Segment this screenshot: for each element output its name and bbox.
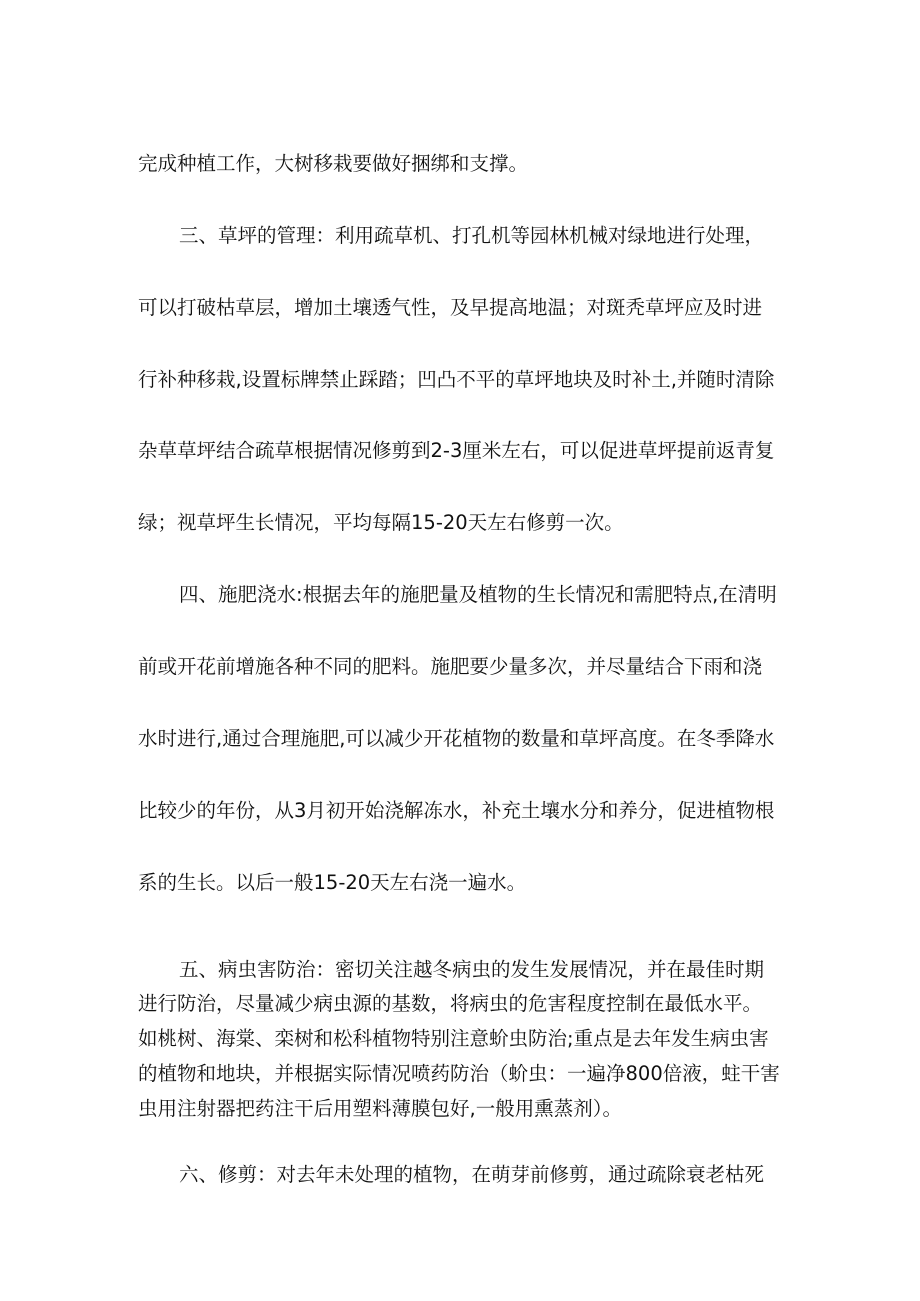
text-line: 水时进行,通过合理施肥,可以减少开花植物的数量和草坪高度。在冬季降水 bbox=[138, 727, 775, 750]
text-line: 行补种移栽,设置标牌禁止踩踏；凹凸不平的草坪地块及时补土,并随时清除 bbox=[138, 368, 775, 391]
text-line: 虫用注射器把药注干后用塑料薄膜包好,一般用熏蒸剂）。 bbox=[138, 1097, 622, 1120]
text-line: 可以打破枯草层，增加土壤透气性，及早提高地温；对斑秃草坪应及时进 bbox=[138, 296, 763, 319]
text-line: 绿；视草坪生长情况，平均每隔15-20天左右修剪一次。 bbox=[138, 511, 624, 534]
text-line: 如桃树、海棠、栾树和松科植物特别注意蚧虫防治;重点是去年发生病虫害 bbox=[138, 1027, 769, 1050]
text-line: 系的生长。以后一般15-20天左右浇一遍水。 bbox=[138, 871, 527, 894]
text-line: 比较少的年份，从3月初开始浇解冻水，补充土壤水分和养分，促进植物根 bbox=[138, 799, 775, 822]
section-heading-lawn: 三、草坪的管理：利用疏草机、打孔机等园林机械对绿地进行处理， bbox=[179, 224, 765, 247]
text-line: 杂草草坪结合疏草根据情况修剪到2-3厘米左右，可以促进草坪提前返青复 bbox=[138, 439, 775, 462]
section-heading-fertilize: 四、施肥浇水:根据去年的施肥量及植物的生长情况和需肥特点,在清明 bbox=[179, 583, 777, 606]
section-heading-pruning: 六、修剪：对去年未处理的植物，在萌芽前修剪，通过疏除衰老枯死 bbox=[179, 1163, 765, 1186]
text-line: 进行防治，尽量减少病虫源的基数，将病虫的危害程度控制在最低水平。 bbox=[138, 992, 763, 1015]
text-line: 的植物和地块，并根据实际情况喷药防治（蚧虫：一遍净800倍液，蛀干害 bbox=[138, 1062, 780, 1085]
text-line: 前或开花前增施各种不同的肥料。施肥要少量多次，并尽量结合下雨和浇 bbox=[138, 655, 763, 678]
text-line: 完成种植工作，大树移栽要做好捆绑和支撑。 bbox=[138, 152, 529, 175]
section-heading-pest-control: 五、病虫害防治：密切关注越冬病虫的发生发展情况，并在最佳时期 bbox=[179, 958, 765, 981]
